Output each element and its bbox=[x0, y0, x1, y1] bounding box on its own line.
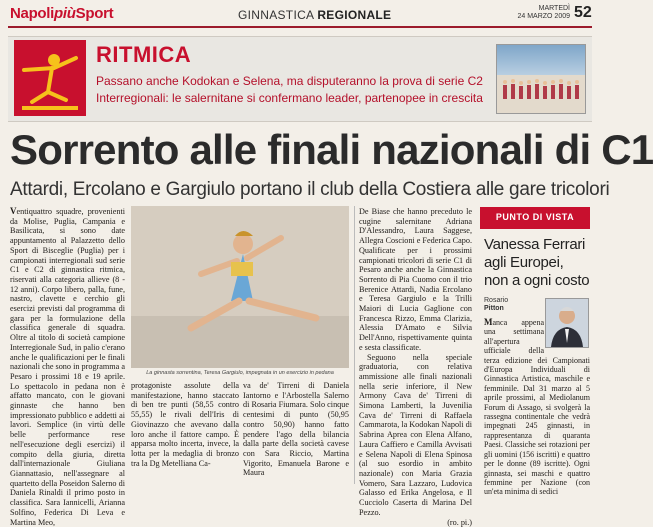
gymnast-photo bbox=[131, 206, 349, 368]
subheadline: Attardi, Ercolano e Gargiulo portano il club della Costiera alle gare tricolori bbox=[10, 179, 609, 201]
author-first-name: Rosario bbox=[484, 297, 508, 305]
team-photo bbox=[496, 44, 586, 114]
article-column-3: va de' Tirreni di Daniela Iantorno e l'Arbostella Salerno di Rosaria Fiumara. Solo cinque centesimi di punto (50,95 contro 50,90) hanno fatto pendere l'ago della bilancia dalla parte della società cavese con Sara Riccio, Martina Vigorito, Emanuela Barone e Maura bbox=[243, 381, 349, 485]
kicker-line-1: Passano anche Kodokan e Selena, ma disputeranno la prova di serie C2 bbox=[96, 74, 483, 89]
section-title: GINNASTICA REGIONALE bbox=[238, 8, 391, 22]
article-column-1: Ventiquattro squadre, provenienti da Molise, Puglia, Campania e Basilicata, si sono date appuntamento al Palazzetto dello Sport di Bisceglie (Puglia) per i campionati interregionali sud serie C1 e C2 di ginnastica ritmica, riservati alla categoria allieve (8 - 12 anni). Corpo libero, palla, fune, nastro, clavette e cerchio gli esercizi previsti dal programma di gara per la formulazione della classifica generale di squadra. Oltre al titolo di società campione Interregionale Sud, in palio c'erano anche le qualificazioni per le finali nazionali che sono in programma a Pesaro i prossimi 18 e 19 aprile. Lo spettacolo in pedana non è affatto mancato, con le giovani ginnaste che hanno ben impressionato pubblico e addetti ai lavori. Semplice (in virtù delle belle performance rese nell'esecuzione degli esercizi) il compito della giuria, diretta dall'internazionale Giuliana Giannattasio, nell'assegnare al quartetto della Poseidon Salerno di Daniela Rinaldi il primo posto in classifica. Sara Iannicelli, Arianna Solfino, Federica Di Leva e Martina Meo, bbox=[10, 207, 125, 485]
headline: Sorrento alle finali nazionali di C1 bbox=[10, 126, 653, 174]
sidebar-headline: Vanessa Ferrari agli Europei, non a ogni costo bbox=[484, 236, 590, 290]
sidebar-label: PUNTO DI VISTA bbox=[480, 211, 590, 223]
section-label: RITMICA bbox=[96, 42, 191, 68]
rhythmic-gymnast-icon bbox=[14, 40, 86, 116]
page-number: 52 bbox=[574, 4, 592, 22]
issue-date: MARTEDÌ 24 MARZO 2009 bbox=[508, 5, 570, 21]
article-column-4: De Biase che hanno preceduto le cugine salernitane Adriana D'Alessandro, Laura Saggese, Allegra Coscioni e Federica Capo. Qualificate per i prossimi campionati tricolori di serie C1 di Pesaro anche anche la Ginnastica Sorrento di Pia Cuomo con il trio Berenice Attardi, Nadia Ercolano e Teresa Gargiulo e la Trilli Maiori di Lucia Gaglione con Francesca Rizzo, Emma Clarizia, Alessia D'Amato e Silvia Dell'Anno, rispettivamente quinta e sesta classificate. Seguono nella speciale graduatoria, con relativa ammissione alle finali nazionali nella serie inferiore, il New Armony Cava de' Tirreni di Simona Lamberti, la Juvenilia Cava de' Tirreni di Raffaela Cammarota, la Kodokan Napoli di Sabrina Aprea con Elena Alfano, Laura Caffiero e Camilla Avvisati e Selena Napoli di Elena Spinosa (al suo esordio in ambito nazionale) con Maria Grazia Vomero, Sara Lazzaro, Ludovica Galasso ed Erika Angelosa, e Il Cucciolo Caserta di Marina Del Pezzo. (ro. pi.) bbox=[359, 207, 472, 485]
article-signature: (ro. pi.) bbox=[359, 518, 472, 527]
sidebar-body: Manca appena una settimana all'apertura ufficiale della terza edizione dei Campionati d'Europa Individuali di Ginnastica Artistica, maschile e femminile. Dal 31 marzo al 5 aprile prossimi, al Mediolanum Forum di Assago, si svolgerà la rassegna continentale che vedrà impegnati 245 ginnasti, in rappresentanza di quaranta Paesi. Classiche sei rotazioni per gli uomini (156 iscritti) e quattro per le donne (89 iscritte). Ogni ginnasta, sei maschi e quattro femmine per Nazione (con un'eta minima di sedici bbox=[484, 318, 590, 485]
kicker-line-2: Interregionali: le salernitane si confermano leader, partenopee in crescita bbox=[96, 91, 483, 106]
newspaper-logo: NapolipiùSport bbox=[10, 5, 113, 23]
article-column-2: protagoniste assolute della manifestazione, hanno staccato di ben tre punti (58,55 contro 55,55) le rivali dell'Iris di Giovinazzo che avevano dalla loro anche il fattore campo. È apparsa molto incerta, invece, la lotta per la medaglia di bronzo tra la Dg Metelliana Ca- bbox=[131, 381, 239, 485]
masthead-rule bbox=[8, 26, 592, 28]
author-last-name: Pitton bbox=[484, 305, 504, 313]
sidebar-drop-cap: M bbox=[484, 317, 493, 327]
photo-caption: La ginnasta sorrentina, Teresa Gargiulo, impegnata in un esercizio in pedana bbox=[131, 370, 349, 377]
drop-cap: V bbox=[10, 206, 17, 216]
column-divider bbox=[354, 206, 355, 484]
